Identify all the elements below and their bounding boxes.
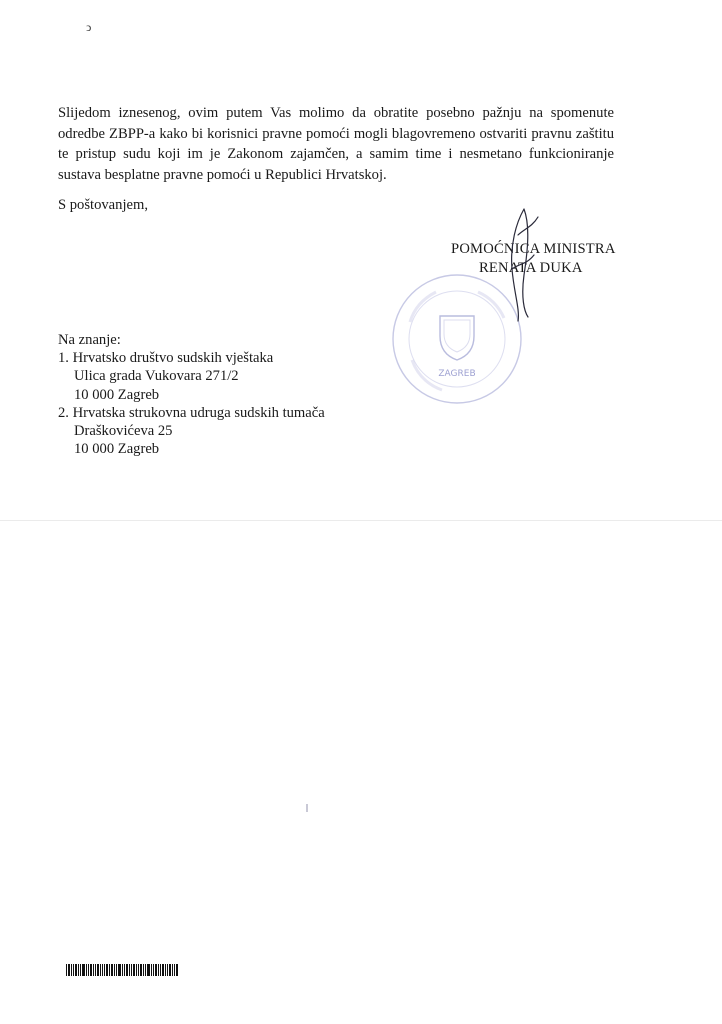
item-number: 2. (58, 404, 69, 421)
recipient-city: 10 000 Zagreb (74, 386, 160, 403)
signatory-name: RENATA DUKA (479, 260, 583, 276)
distribution-item (58, 404, 325, 459)
body-paragraph: Slijedom iznesenog, ovim putem Vas molimo da obratite posebno pažnju na spomenute odredbe ZBPP-a kako bi korisnici pravne pomoći mogli blagovremeno ostvariti pravnu zaštitu te pristup sudu koji im je Zakonom zajamčen, a samim time i nesmetano funkcioniranje sustava besplatne pravne pomoći u Republici Hrvatskoj. (58, 105, 614, 184)
closing-greeting: S poštovanjem, (58, 197, 148, 213)
recipient-name: Hrvatsko društvo sudskih vještaka (72, 350, 274, 367)
scan-speck (306, 804, 308, 812)
signatory-title: POMOĆNICA MINISTRA (451, 241, 616, 257)
item-number: 1. (58, 350, 69, 367)
recipient-street: Draškovićeva 25 (74, 423, 173, 440)
distribution-heading: Na znanje: (58, 332, 121, 348)
recipient-street: Ulica grada Vukovara 271/2 (74, 368, 239, 385)
handwritten-signature (494, 205, 542, 325)
stamp-label: ZAGREB (438, 369, 476, 379)
barcode (66, 964, 178, 976)
recipient-name: Hrvatska strukovna udruga sudskih tumača (72, 404, 325, 421)
distribution-list (58, 331, 325, 458)
distribution-item (58, 349, 325, 404)
page-mark: ͻ (86, 20, 92, 34)
recipient-city: 10 000 Zagreb (74, 441, 160, 458)
scan-fold-line (0, 520, 722, 521)
